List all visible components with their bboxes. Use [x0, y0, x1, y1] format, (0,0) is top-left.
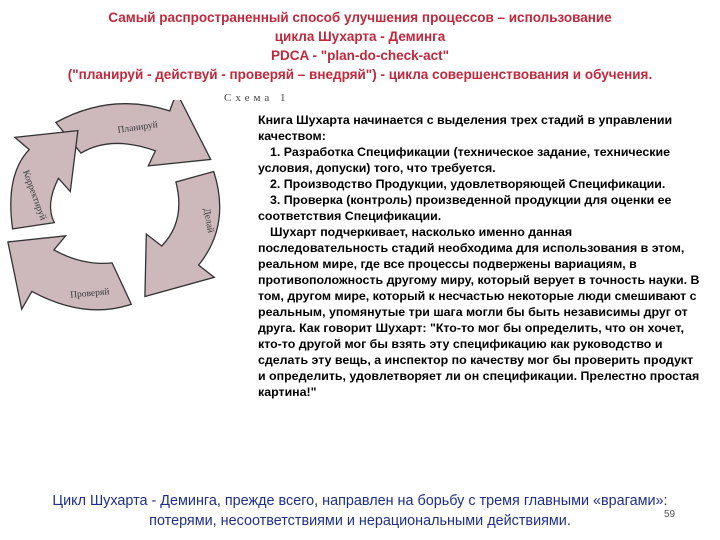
page-number: 59: [664, 509, 676, 520]
conclusion-line-2: потерями, несоответствиями и нерациональными действиями.: [149, 513, 571, 529]
pdca-cycle-diagram: [0, 100, 258, 330]
stage-label-plan: Планируй: [116, 120, 159, 136]
paragraph-stage-2: 2. Производство Продукции, удовлетворяющей Спецификации.: [270, 177, 666, 191]
stage-label-check: Проверяй: [69, 287, 110, 301]
title-line-4: ("планируй - действуй - проверяй – внедряй") - цикла совершенствования и обучения.: [67, 67, 653, 82]
conclusion-text: [0, 491, 720, 531]
stage-label-act: Корректируй: [20, 168, 48, 222]
shewhart-description: [258, 112, 700, 400]
conclusion-line-1: Цикл Шухарта - Деминга, прежде всего, направлен на борьбу с тремя главными «врагами»:: [52, 493, 668, 509]
paragraph-stage-1: 1. Разработка Спецификации (техническое задание, технические условия, допуски) того, что требуется.: [258, 145, 670, 175]
stage-label-do: Делай: [200, 207, 216, 234]
title-line-1: Самый распространенный способ улучшения процессов – использование: [108, 10, 612, 25]
slide-title: [0, 8, 720, 84]
schema-label: Схема 1: [224, 92, 290, 104]
title-line-2: цикла Шухарта - Деминга: [274, 29, 446, 44]
paragraph-shewhart-quote: Шухарт подчеркивает, насколько именно данная последовательность стадий необходима для использования в этом, реальном мире, где все процессы подвержены вариациям, в противоположность другому миру, который верует в точность науки. В том, другом мире, который к несчастью некоторые люди смешивают с реальным, упомянутые три шага могли бы быть независимы друг от друга. Как говорит Шухарт: "Кто-то мог бы определить, что он хочет, кто-то другой мог бы взять эту спецификацию как руководство и сделать эту вещь, а инспектор по качеству мог бы проверить продукт и определить, удовлетворяет ли он спецификации. Прелестно простая картина!": [258, 225, 700, 399]
paragraph-intro: Книга Шухарта начинается с выделения трех стадий в управлении качеством:: [258, 113, 673, 143]
segment-do: [145, 172, 220, 297]
paragraph-stage-3: 3. Проверка (контроль) произведенной продукции для оценки ее соответствия Спецификации.: [258, 193, 672, 223]
title-line-3: PDCA - "plan-do-check-act": [270, 48, 450, 63]
